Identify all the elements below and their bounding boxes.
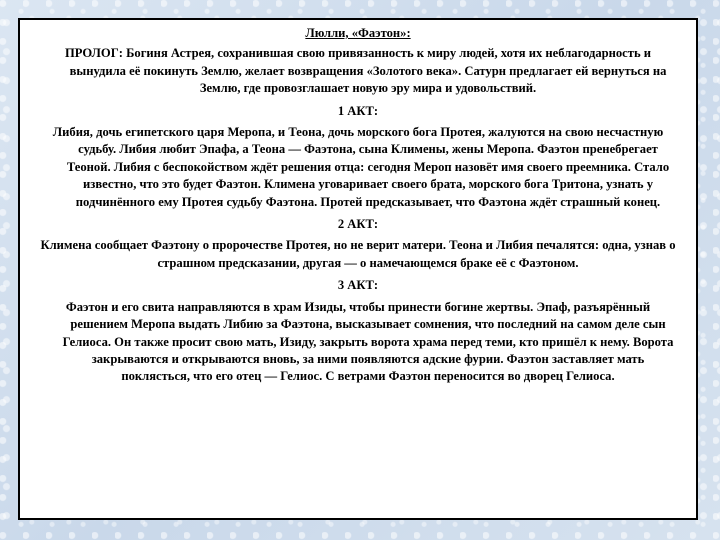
slide-content: [18, 18, 698, 520]
act-2-paragraph: Климена сообщает Фаэтону о пророчестве Протея, но не верит матери. Теона и Либия печалятся: одна, узнав о страшном предсказании, другая — о намечающемся браке её с Фаэтоном.: [40, 238, 676, 270]
act-3-paragraph: Фаэтон и его свита направляются в храм Изиды, чтобы принести богине жертвы. Эпаф, разъярённый решением Меропа выдать Либию за Фаэтона, высказывает сомнения, что последний на самом деле сын Гелиоса. Он также просит свою мать, Изиду, закрыть ворота храма перед теми, кто пришёл к нему. Ворота закрываются и открываются вновь, за ними появляются адские фурии. Фаэтон заставляет мать поклясться, что его отец — Гелиос. С ветрами Фаэтон переносится во дворец Гелиоса.: [62, 299, 674, 384]
act-1-paragraph: Либия, дочь египетского царя Меропа, и Теона, дочь морского бога Протея, жалуются на свою несчастную судьбу. Либия любит Эпафа, а Теона — Фаэтона, сына Климены, жены Меропа. Фаэтон пренебрегает Теоной. Либия с беспокойством ждёт решения отца: сегодня Мероп назовёт имя своего преемника. Стало известно, что это будет Фаэтон. Климена уговаривает своего брата, морского бога Тритона, узнать у подчинённого ему Протея судьбу Фаэтона. Протей предсказывает, что Фаэтона ждёт страшный конец.: [52, 125, 670, 209]
prologue-paragraph: ПРОЛОГ: Богиня Астрея, сохранившая свою привязанность к миру людей, хотя их неблагодарность и вынудила её покинуть Землю, желает возвращения «Золотого века». Сатурн предлагает ей вернуться на Землю, где провозглашает новую эру мира и удовольствий.: [64, 46, 667, 96]
act-3-heading: 3 АКТ:: [337, 278, 379, 293]
act-1-heading: 1 АКТ:: [337, 103, 379, 118]
act-2-heading: 2 АКТ:: [337, 217, 379, 232]
slide-title: Люлли, «Фаэтон»:: [305, 26, 411, 40]
